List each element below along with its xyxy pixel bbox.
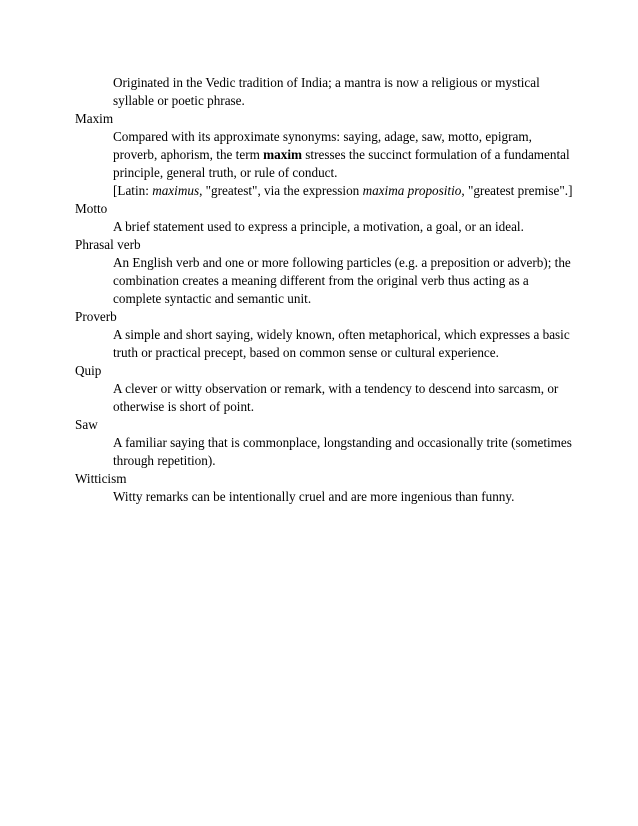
glossary-list (75, 74, 575, 506)
quip-definition: A clever or witty observation or remark, with a tendency to descend into sarcasm, or otherwise is short of point. (113, 381, 559, 414)
maxim-etymology-latin-1: maximus (152, 183, 200, 198)
witticism-definition: Witty remarks can be intentionally cruel and are more ingenious than funny. (113, 489, 515, 504)
maxim-definition (113, 128, 575, 182)
maxim-definition-text-a: Compared with its approximate synonyms: saying, adage, saw, motto, epigram, proverb, aphorism, the term (113, 129, 532, 162)
maxim-etymology-text-c: , "greatest premise".] (461, 183, 573, 198)
motto-definition: A brief statement used to express a principle, a motivation, a goal, or an ideal. (113, 219, 524, 234)
proverb-definition: A simple and short saying, widely known, often metaphorical, which expresses a basic truth or practical precept, based on common sense or cultural experience. (113, 327, 570, 360)
term-phrasal-verb: Phrasal verb (75, 237, 141, 252)
maxim-definition-text-b: stresses the succinct formulation of a fundamental principle, general truth, or rule of conduct. (113, 147, 570, 180)
term-maxim: Maxim (75, 111, 114, 126)
term-witticism: Witticism (75, 471, 127, 486)
maxim-etymology-latin-2: maxima propositio (362, 183, 462, 198)
phrasal-verb-definition: An English verb and one or more following particles (e.g. a preposition or adverb); the combination creates a meaning different from the original verb thus acting as a complete syntactic and semantic unit. (113, 255, 571, 306)
term-saw: Saw (75, 417, 98, 432)
term-proverb: Proverb (75, 309, 117, 324)
maxim-etymology-text-b: , "greatest", via the expression (199, 183, 363, 198)
mantra-definition: Originated in the Vedic tradition of India; a mantra is now a religious or mystical syllable or poetic phrase. (113, 75, 540, 108)
term-quip: Quip (75, 363, 102, 378)
maxim-etymology (113, 182, 575, 200)
saw-definition: A familiar saying that is commonplace, longstanding and occasionally trite (sometimes through repetition). (113, 435, 572, 468)
term-motto: Motto (75, 201, 108, 216)
maxim-etymology-text-a: [Latin: (113, 183, 153, 198)
maxim-bold-term: maxim (263, 147, 302, 162)
